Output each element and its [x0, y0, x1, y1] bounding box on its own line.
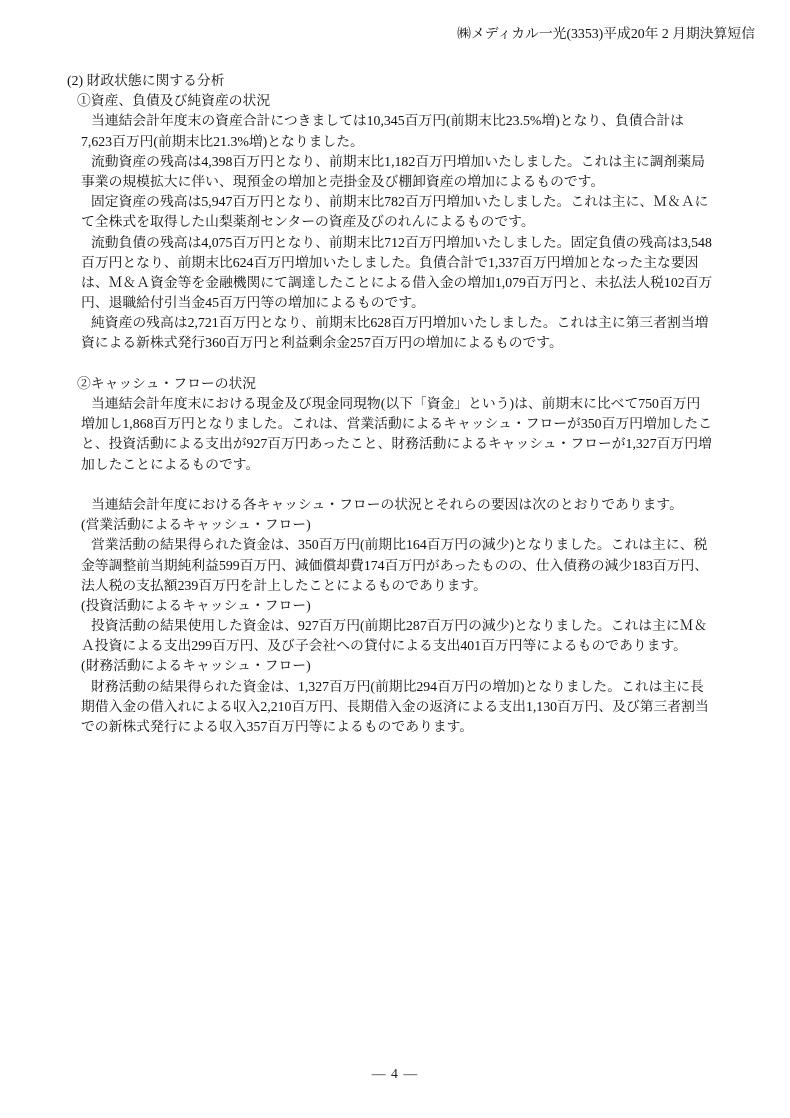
paragraph-line: 営業活動の結果得られた資金は、350百万円(前期比164百万円の減少)となりました。これは主に、税: [91, 537, 708, 553]
blank-line: [0, 475, 790, 495]
page-header: ㈱メディカル一光(3353)平成20年 2 月期決算短信: [457, 26, 755, 41]
paragraph-line: 事業の規模拡大に伴い、現預金の増加と売掛金及び棚卸資産の増加によるものです。: [81, 173, 605, 189]
paragraph-line: 財務活動の結果得られた資金は、1,327百万円(前期比294百万円の増加)となりました。これは主に長: [91, 678, 704, 694]
section-heading: (2) 財政状態に関する分析: [67, 73, 225, 88]
paragraph-line: は、Ｍ＆Ａ資金等を金融機関にて調達したことによる借入金の増加1,079百万円と、未払法人税102百万: [81, 274, 713, 290]
paragraph-line: と、投資活動による支出が927百万円あったこと、財務活動によるキャッシュ・フローが1,327百万円増: [81, 436, 712, 452]
subsection-heading: ②キャッシュ・フローの状況: [77, 375, 257, 391]
paragraph-line: て全株式を取得した山梨薬剤センターの資産及びのれんによるものです。: [81, 214, 535, 230]
cashflow-label: (営業活動によるキャッシュ・フロー): [81, 517, 311, 533]
subsection-heading: ①資産、負債及び純資産の状況: [77, 93, 271, 109]
paragraph-line: 百万円となり、前期末比624百万円増加いたしました。負債合計で1,337百万円増加となった主な要因: [81, 254, 699, 270]
paragraph-line: 流動負債の残高は4,075百万円となり、前期末比712百万円増加いたしました。固定負債の残高は3,548: [91, 234, 712, 250]
paragraph-line: Ａ投資による支出299百万円、及び子会社への貸付による支出401百万円等によるものであります。: [81, 638, 687, 654]
paragraph-line: 加したことによるものです。: [81, 456, 260, 472]
paragraph-line: 投資活動の結果使用した資金は、927百万円(前期比287百万円の減少)となりました。これは主にＭ＆: [91, 618, 708, 634]
paragraph-line: 増加し1,868百万円となりました。これは、営業活動によるキャッシュ・フローが350百万円増加したこ: [81, 416, 712, 432]
document-body: [0, 71, 790, 737]
blank-line: [0, 354, 790, 374]
paragraph-line: 当連結会計年度末における現金及び現金同現物(以下「資金」という)は、前期末に比べて750百万円: [91, 396, 701, 411]
paragraph-line: 法人税の支払額239百万円を計上したことによるものであります。: [81, 577, 487, 593]
paragraph-line: 純資産の残高は2,721百万円となり、前期末比628百万円増加いたしました。これは主に第三者割当増: [91, 315, 709, 331]
paragraph-line: 資による新株式発行360百万円と利益剰余金257百万円の増加によるものです。: [81, 335, 563, 351]
paragraph-line: 金等調整前当期純利益599百万円、減価償却費174百万円があったものの、仕入債務の減少183百万円、: [81, 557, 709, 573]
paragraph-line: 流動資産の残高は4,398百万円となり、前期末比1,182百万円増加いたしました。これは主に調剤薬局: [91, 153, 705, 169]
paragraph-line: での新株式発行による収入357百万円等によるものであります。: [81, 719, 474, 734]
paragraph-line: 期借入金の借入れによる収入2,210百万円、長期借入金の返済による支出1,130百万円、及び第三者割当: [81, 698, 709, 714]
paragraph-line: 固定資産の残高は5,947百万円となり、前期末比782百万円増加いたしました。これは主に、Ｍ＆Ａに: [91, 194, 709, 210]
paragraph-line: 円、退職給付引当金45百万円等の増加によるものです。: [81, 295, 425, 311]
page-number: ― 4 ―: [371, 1066, 419, 1081]
cashflow-label: (投資活動によるキャッシュ・フロー): [81, 597, 311, 613]
paragraph-line: 7,623百万円(前期末比21.3%増)となりました。: [81, 133, 364, 149]
paragraph-line: 当連結会計年度末の資産合計につきましては10,345百万円(前期末比23.5%増)となり、負債合計は: [91, 113, 684, 129]
paragraph-line: 当連結会計年度における各キャッシュ・フローの状況とそれらの要因は次のとおりであります。: [91, 496, 683, 512]
cashflow-label: (財務活動によるキャッシュ・フロー): [81, 658, 311, 674]
